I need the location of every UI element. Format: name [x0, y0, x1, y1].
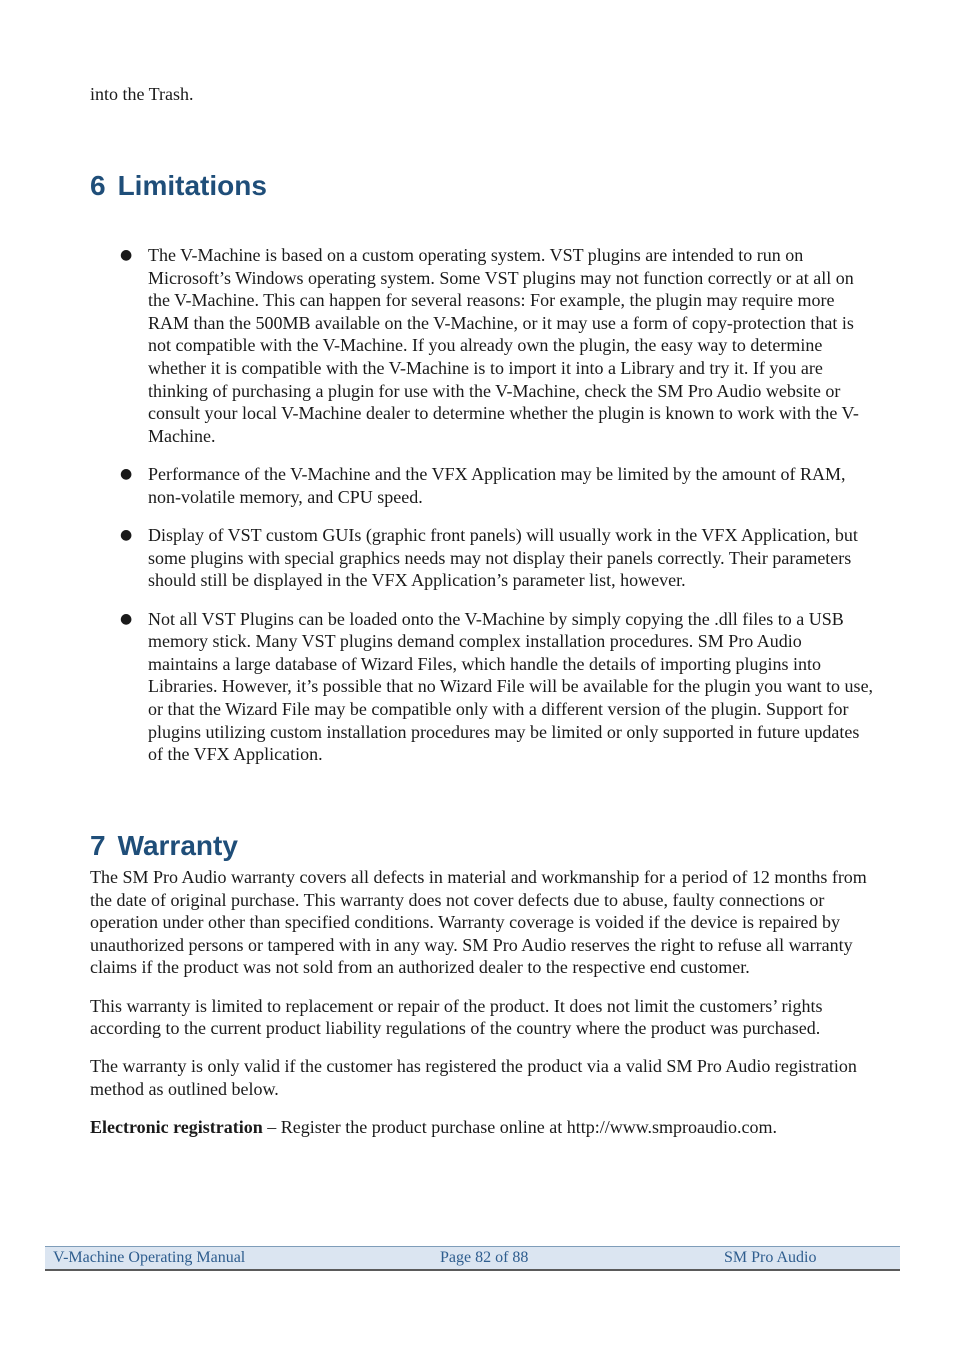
bullet-icon: ●: [120, 610, 133, 627]
footer-manual-title: V-Machine Operating Manual: [53, 1249, 246, 1266]
limitations-list: [90, 244, 874, 782]
footer-company: SM Pro Audio: [724, 1249, 817, 1266]
bullet-icon: ●: [120, 247, 133, 263]
section-title: Warranty: [117, 830, 238, 861]
section-heading-warranty: [90, 830, 238, 862]
bullet-icon: ●: [120, 527, 133, 544]
section-number: 7: [90, 830, 106, 861]
warranty-body: [90, 866, 880, 1154]
section-heading-limitations: [90, 170, 267, 202]
list-item: [90, 244, 874, 447]
registration-label: Electronic registration: [90, 1117, 263, 1138]
list-item: [90, 463, 874, 508]
section-title: Limitations: [117, 170, 267, 201]
warranty-paragraph: The SM Pro Audio warranty covers all defects in material and workmanship for a period of 12 months from the date of original purchase. This warranty does not cover defects due to abuse, faulty connections or operation under other than specified conditions. Warranty coverage is voided if the device is repaired by unauthorized persons or tampered with in any way. SM Pro Audio reserves the right to refuse all warranty claims if the product was not sold from an authorized dealer to the respective end customer.: [90, 867, 867, 978]
continuation-paragraph: into the Trash.: [90, 84, 194, 104]
list-item-text: Performance of the V-Machine and the VFX Application may be limited by the amount of RAM, non-volatile memory, and CPU speed.: [148, 464, 846, 507]
list-item-text: Not all VST Plugins can be loaded onto the V-Machine by simply copying the .dll files to a USB memory stick. Many VST plugins demand complex installation procedures. SM Pro Audio maintains a large database of Wizard Files, which handle the details of importing plugins into Libraries. However, it’s possible that no Wizard File will be available for the plugin you want to use, or that the Wizard File may be compatible only with a different version of the plugin. Support for plugins utilizing custom installation procedures may be limited or only supported in future updates of the VFX Application.: [148, 608, 874, 765]
list-item-text: The V-Machine is based on a custom operating system. VST plugins are intended to run on Microsoft’s Windows operating system. Some VST plugins may not function correctly or at all on the V-Machine. This can happen for several reasons: For example, the plugin may require more RAM than the 500MB available on the V-Machine, or it may use a form of copy-protection that is not compatible with the V-Machine. If you already own the plugin, the easy way to determine whether it is compatible with the V-Machine is to import it into a Library and try it. If you are thinking of purchasing a plugin for use with the V-Machine, check the SM Pro Audio website or consult your local V-Machine dealer to determine whether the plugin is known to work with the V-Machine.: [148, 245, 859, 446]
registration-paragraph: [90, 1116, 880, 1139]
list-item: [90, 608, 874, 766]
list-item: [90, 524, 874, 592]
bullet-icon: ●: [120, 466, 133, 483]
warranty-paragraph: The warranty is only valid if the customer has registered the product via a valid SM Pro Audio registration method as outlined below.: [90, 1056, 857, 1099]
list-item-text: Display of VST custom GUIs (graphic front panels) will usually work in the VFX Application, but some plugins with special graphics needs may not display their panels correctly. Their parameters should still be displayed in the VFX Application’s parameter list, however.: [148, 525, 858, 591]
registration-text: – Register the product purchase online at http://www.smproaudio.com.: [262, 1117, 778, 1138]
warranty-paragraph: This warranty is limited to replacement or repair of the product. It does not limit the customers’ rights according to the current product liability regulations of the country where the product was purchased.: [90, 995, 823, 1039]
section-number: 6: [90, 170, 106, 201]
page-footer: [45, 1246, 900, 1271]
footer-page-number: Page 82 of 88: [440, 1249, 529, 1266]
